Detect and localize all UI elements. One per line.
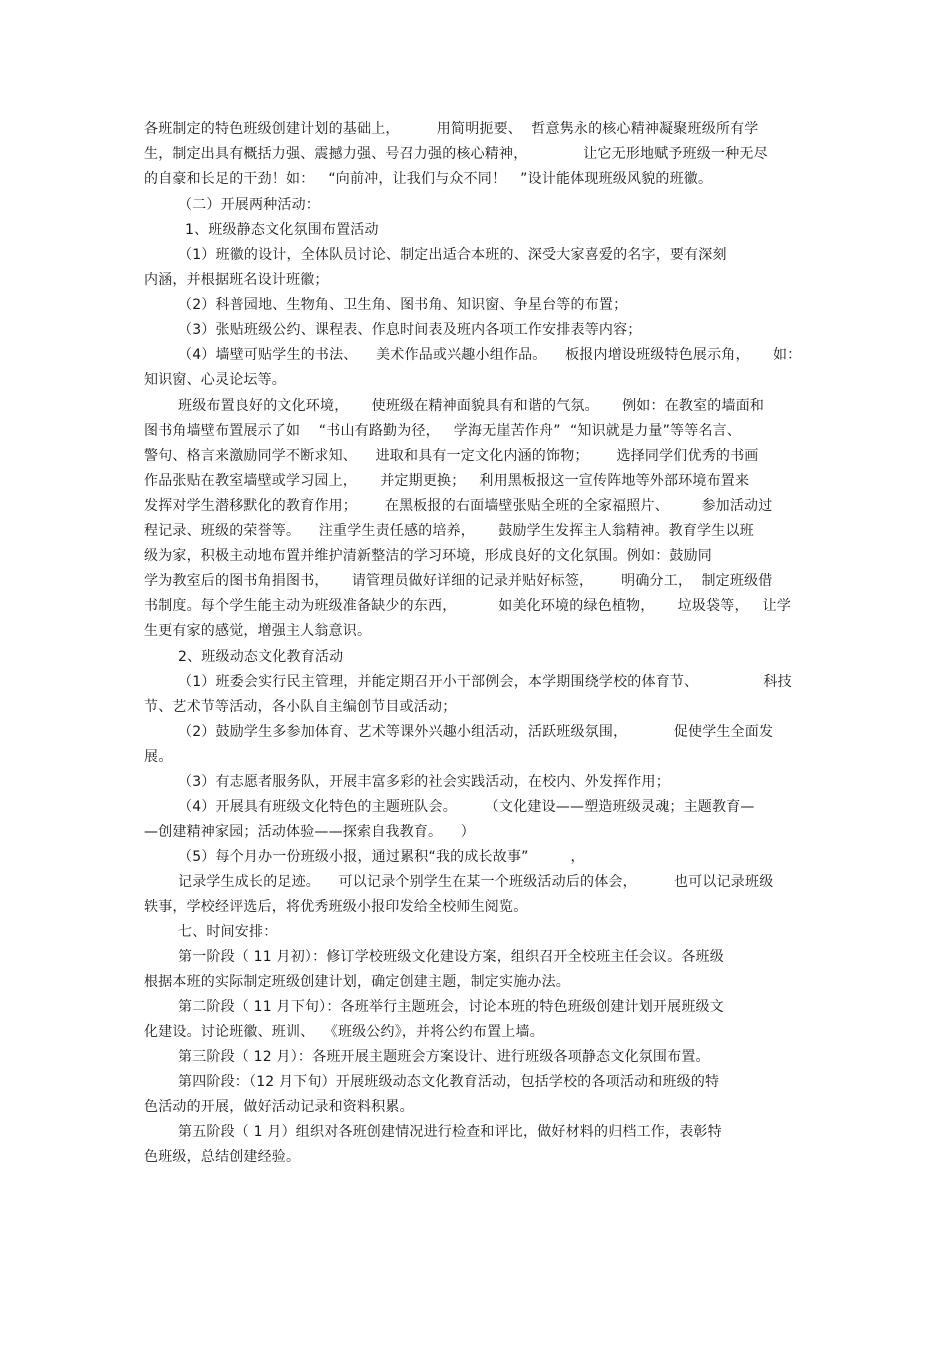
text-line: 生，制定出具有概括力强、震撼力强、号召力强的核心精神， 让它无形地赋予班级一种无尽 xyxy=(144,146,768,162)
text-line: （3）有志愿者服务队，开展丰富多彩的社会实践活动，在校内、外发挥作用； xyxy=(178,774,670,790)
subsection-heading: 2、班级动态文化教育活动 xyxy=(178,649,344,665)
text-line: 节、艺术节等活动，各小队自主编创节目或活动； xyxy=(144,699,457,715)
text-line: 第四阶段：（12 月下旬）开展班级动态文化教育活动，包括学校的各项活动和班级的特 xyxy=(178,1074,720,1090)
text-line: 第三阶段（ 12 月）：各班开展主题班会方案设计、进行班级各项静态文化氛围布置。 xyxy=(178,1049,710,1065)
text-line: （4）开展具有班级文化特色的主题班队会。 （文化建设——塑造班级灵魂；主题教育— xyxy=(178,799,755,815)
text-line: （2）鼓励学生多参加体育、艺术等课外兴趣小组活动，活跃班级氛围， 促使学生全面发 xyxy=(178,724,774,740)
text-line: 色班级，总结创建经验。 xyxy=(144,1149,301,1165)
text-line: 班级布置良好的文化环境， 使班级在精神面貌具有和谐的气氛。 例如：在教室的墙面和 xyxy=(178,398,765,414)
text-line: 警句、格言来激励同学不断求知、 进取和具有一定文化内涵的饰物； 选择同学们优秀的书画 xyxy=(144,448,759,464)
text-line: 图书角墙壁布置展示了如 “书山有路勤为径， 学海无崖苦作舟” “知识就是力量”等等名言、 xyxy=(144,423,742,439)
text-line: —创建精神家园；活动体验——探索自我教育。 ） xyxy=(144,824,475,840)
text-line: 内涵，并根据班名设计班徽； xyxy=(144,272,329,288)
text-line: 发挥对学生潜移默化的教育作用； 在黑板报的右面墙壁张贴全班的全家福照片、 参加活动过 xyxy=(144,498,773,514)
text-line: 第五阶段（ 1 月）组织对各班创建情况进行检查和评比，做好材料的归档工作，表彰特 xyxy=(178,1124,722,1140)
text-line: 第一阶段（ 11 月初）：修订学校班级文化建设方案，组织召开全校班主任会议。各班级 xyxy=(178,949,724,965)
section-heading: 七、时间安排： xyxy=(178,924,278,940)
text-line: 级为家，积极主动地布置并维护清新整洁的学习环境，形成良好的文化氛围。例如：鼓励同 xyxy=(144,548,712,564)
section-heading: （二）开展两种活动： xyxy=(178,197,320,213)
text-line: 书制度。每个学生能主动为班级准备缺少的东西， 如美化环境的绿色植物， 垃圾袋等， 让学 xyxy=(144,598,792,614)
text-line: （3）张贴班级公约、课程表、作息时间表及班内各项工作安排表等内容； xyxy=(178,322,642,338)
text-line: 程记录、班级的荣誉等。 注重学生责任感的培养， 鼓励学生发挥主人翁精神。教育学生以班 xyxy=(144,523,754,539)
text-line: 生更有家的感觉，增强主人翁意识。 xyxy=(144,623,372,639)
text-line: 学为教室后的图书角捐图书， 请管理员做好详细的记录并贴好标签， 明确分工， 制定班级借 xyxy=(144,573,773,589)
text-line: （4）墙壁可贴学生的书法、 美术作品或兴趣小组作品。 板报内增设班级特色展示角， 如： xyxy=(178,347,802,363)
text-line: 色活动的开展，做好活动记录和资料积累。 xyxy=(144,1099,414,1115)
text-line: 作品张贴在教室墙壁或学习园上， 并定期更换； 利用黑板报这一宣传阵地等外部环境布置来 xyxy=(144,473,750,489)
text-line: 展。 xyxy=(144,749,173,765)
text-line: 化建设。讨论班徽、班训、 《班级公约》，并将公约布置上墙。 xyxy=(144,1024,544,1040)
text-line: （1）班委会实行民主管理，并能定期召开小干部例会，本学期围绕学校的体育节、 科技 xyxy=(178,674,792,690)
text-line: 轶事，学校经评选后，将优秀班级小报印发给全校师生阅览。 xyxy=(144,899,528,915)
text-line: 各班制定的特色班级创建计划的基础上， 用简明扼要、 哲意隽永的核心精神凝聚班级所有学 xyxy=(144,121,759,137)
text-line: （5）每个月办一份班级小报，通过累积“我的成长故事” ， xyxy=(178,849,585,865)
text-line: 记录学生成长的足迹。 可以记录个别学生在某一个班级活动后的体会， 也可以记录班级 xyxy=(178,874,774,890)
text-line: 根据本班的实际制定班级创建计划，确定创建主题，制定实施办法。 xyxy=(144,974,570,990)
subsection-heading: 1、班级静态文化氛围布置活动 xyxy=(185,222,379,238)
text-line: （1）班徽的设计，全体队员讨论、制定出适合本班的、深受大家喜爱的名字，要有深刻 xyxy=(178,247,727,263)
text-line: 知识窗、心灵论坛等。 xyxy=(144,372,286,388)
text-line: 的自豪和长足的干劲！如： “向前冲，让我们与众不同！ ”设计能体现班级风貌的班徽。 xyxy=(144,171,713,187)
text-line: 第二阶段（ 11 月下旬）：各班举行主题班会，讨论本班的特色班级创建计划开展班级文 xyxy=(178,999,724,1015)
text-line: （2）科普园地、生物角、卫生角、图书角、知识窗、争星台等的布置； xyxy=(178,297,628,313)
